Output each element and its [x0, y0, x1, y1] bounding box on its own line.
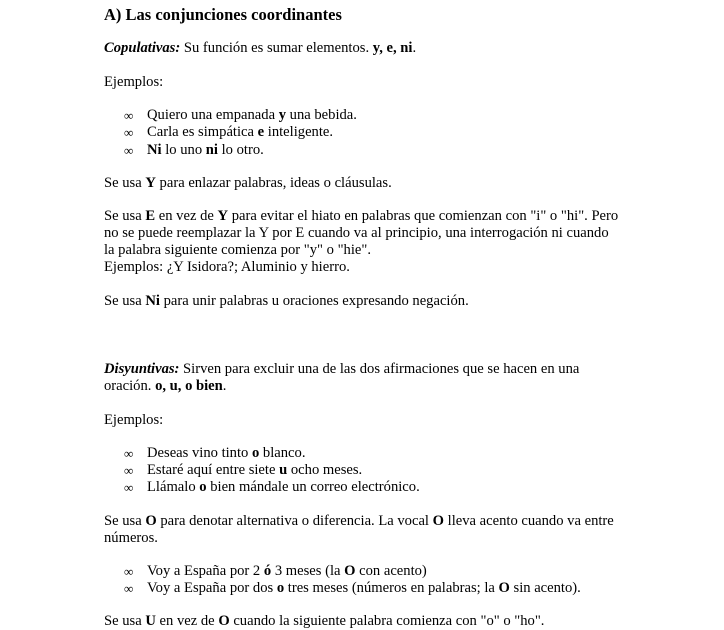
item-conjunction: Ni — [147, 142, 162, 158]
item-text: lo otro. — [217, 142, 264, 158]
text-line: Ejemplos: ¿Y Isidora?; Aluminio y hierro. — [104, 259, 350, 275]
infinity-bullet-icon: ∞ — [124, 446, 134, 461]
copulativas-label: Copulativas: — [104, 40, 181, 56]
infinity-bullet-icon: ∞ — [124, 108, 134, 123]
conjunction: Y — [217, 208, 229, 224]
disyuntivas-list: o, u, o bien — [155, 378, 223, 394]
item-text: sin acento). — [509, 580, 581, 596]
y-usage-paragraph — [104, 175, 392, 192]
item-text: 3 meses (la — [271, 563, 345, 579]
copulativas-text: Su función es sumar elementos. — [180, 40, 373, 56]
text: para enlazar palabras, ideas o cláusulas. — [155, 175, 392, 191]
item-conjunction: e — [257, 124, 265, 140]
item-conjunction: ni — [205, 142, 218, 158]
text: Se usa — [104, 293, 146, 309]
disyuntivas-ejemplos-label: Ejemplos: — [104, 412, 164, 428]
infinity-bullet-icon: ∞ — [124, 463, 134, 478]
infinity-bullet-icon: ∞ — [124, 564, 134, 579]
text: lleva acento cuando va entre — [444, 513, 614, 529]
item-conjunction: y — [278, 107, 286, 123]
item-text: ocho meses. — [287, 462, 363, 478]
ni-usage-paragraph — [104, 293, 469, 310]
item-text: lo uno — [161, 142, 206, 158]
text-line: la palabra siguiente comienza por "y" o "hie". — [104, 242, 371, 258]
item-text: inteligente. — [264, 124, 334, 140]
item-text: Voy a España por 2 — [147, 563, 264, 579]
text: Se usa — [104, 613, 146, 629]
text: en vez de — [155, 208, 218, 224]
conjunction: O — [218, 613, 230, 629]
infinity-bullet-icon: ∞ — [124, 125, 134, 140]
text: Se usa — [104, 208, 146, 224]
disyuntivas-label: Disyuntivas: — [104, 361, 180, 377]
text: cuando la siguiente palabra comienza con "o" o "ho". — [229, 613, 545, 629]
item-conjunction: o — [276, 580, 285, 596]
conjunction: O — [145, 513, 157, 529]
item-text: Quiero una empanada — [147, 107, 279, 123]
text: para unir palabras u oraciones expresando negación. — [159, 293, 469, 309]
item-conjunction: u — [279, 462, 288, 478]
text-line: números. — [104, 530, 158, 546]
item-conjunction: O — [498, 580, 510, 596]
item-conjunction: o — [251, 445, 260, 461]
text: Se usa — [104, 175, 146, 191]
conjunction: O — [432, 513, 444, 529]
item-conjunction: ó — [263, 563, 272, 579]
copulativas-list: y, e, ni — [372, 40, 413, 56]
conjunction: Ni — [145, 293, 160, 309]
item-text: una bebida. — [286, 107, 357, 123]
item-text: Voy a España por dos — [147, 580, 277, 596]
item-text: tres meses (números en palabras; la — [284, 580, 499, 596]
disyuntivas-text: Sirven para excluir una de las dos afirmaciones que se hacen en una — [179, 361, 580, 377]
section-title: A) Las conjunciones coordinantes — [104, 5, 342, 24]
infinity-bullet-icon: ∞ — [124, 581, 134, 596]
item-text: bien mándale un correo electrónico. — [206, 479, 420, 495]
text-line: no se puede reemplazar la Y por E cuando va al principio, una interrogación ni cuando — [104, 225, 609, 241]
item-text: Llámalo — [147, 479, 200, 495]
text: . — [222, 378, 227, 394]
item-text: Deseas vino tinto — [147, 445, 252, 461]
infinity-bullet-icon: ∞ — [124, 480, 134, 495]
infinity-bullet-icon: ∞ — [124, 143, 134, 158]
item-text: con acento) — [355, 563, 427, 579]
conjunction: U — [145, 613, 156, 629]
copulativas-end: . — [412, 40, 417, 56]
u-usage-paragraph — [104, 613, 544, 630]
text: Se usa — [104, 513, 146, 529]
text: oración. — [104, 378, 156, 394]
item-conjunction: o — [199, 479, 207, 495]
copulativas-ejemplos-label: Ejemplos: — [104, 74, 164, 90]
copulativas-definition — [104, 40, 416, 57]
text: en vez de — [155, 613, 219, 629]
text: para denotar alternativa o diferencia. La vocal — [156, 513, 433, 529]
item-text: Carla es simpática — [147, 124, 258, 140]
conjunction: E — [145, 208, 156, 224]
conjunction: Y — [145, 175, 156, 191]
text: para evitar el hiato en palabras que comienzan con "i" o "hi". Pero — [228, 208, 619, 224]
item-text: blanco. — [259, 445, 306, 461]
item-conjunction: O — [344, 563, 356, 579]
item-text: Estaré aquí entre siete — [147, 462, 280, 478]
